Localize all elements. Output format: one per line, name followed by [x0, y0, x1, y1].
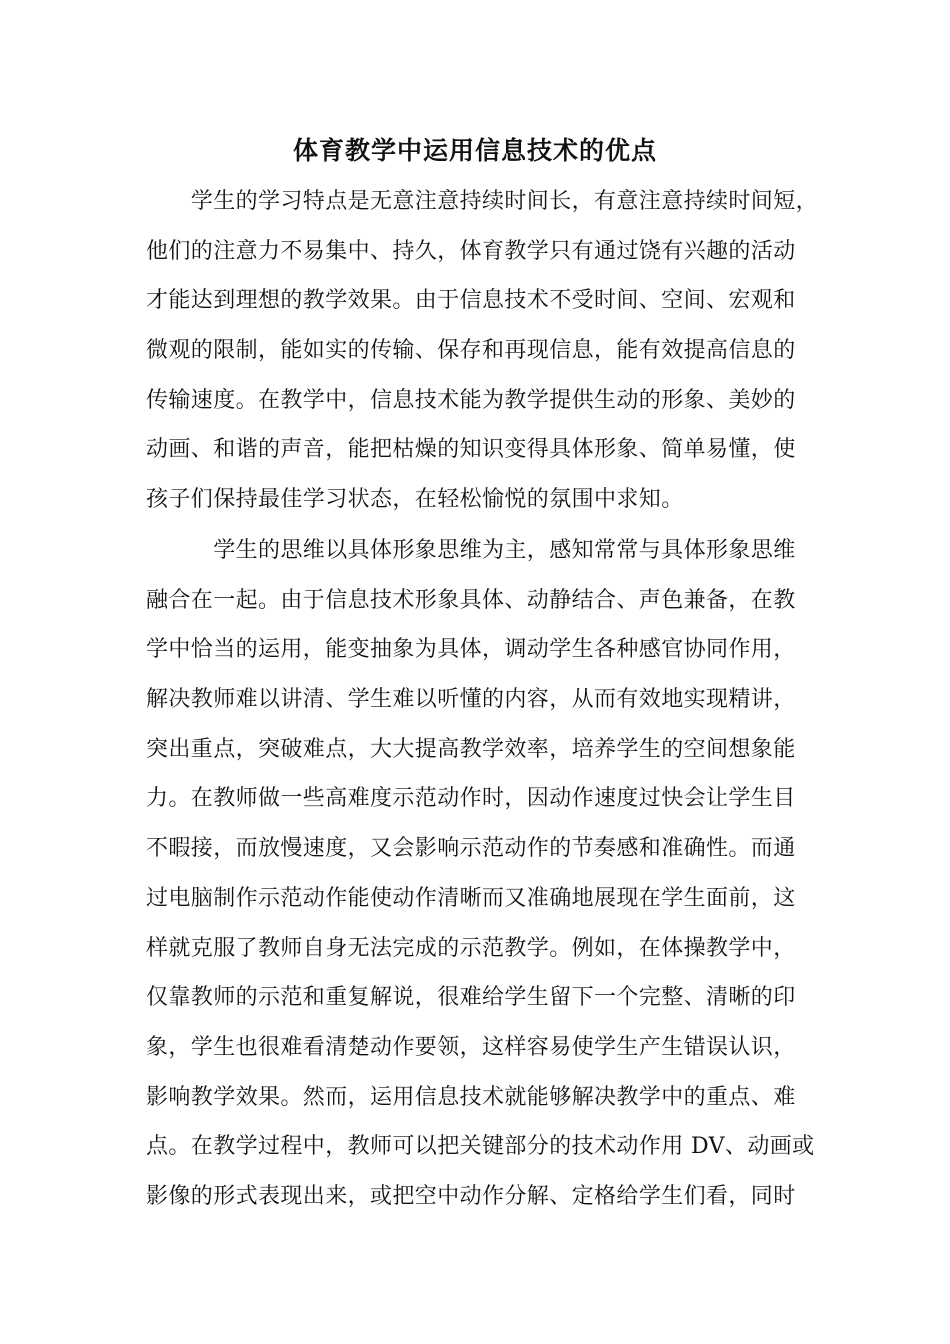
paragraph-2 — [146, 526, 816, 1222]
text-line: 过电脑制作示范动作能使动作清晰而又准确地展现在学生面前，这 — [146, 885, 796, 911]
text-line: 他们的注意力不易集中、持久，体育教学只有通过饶有兴趣的活动 — [146, 238, 796, 264]
text-line: 微观的限制，能如实的传输、保存和再现信息，能有效提高信息的 — [146, 338, 796, 364]
text-line: 动画、和谐的声音，能把枯燥的知识变得具体形象、简单易懂，使 — [146, 437, 796, 463]
text-line: 力。在教师做一些高难度示范动作时，因动作速度过快会让学生目 — [146, 786, 796, 812]
text-line: 点。在教学过程中，教师可以把关键部分的技术动作用 DV、动画或 — [146, 1134, 815, 1160]
text-line: 影响教学效果。然而，运用信息技术就能够解决教学中的重点、难 — [146, 1084, 796, 1110]
text-line: 学生的思维以具体形象思维为主，感知常常与具体形象思维 — [146, 538, 796, 563]
text-line: 孩子们保持最佳学习状态，在轻松愉悦的氛围中求知。 — [146, 487, 684, 513]
text-line: 象，学生也很难看清楚动作要领，这样容易使学生产生错误认识， — [146, 1034, 796, 1060]
text-line: 不暇接，而放慢速度，又会影响示范动作的节奏感和准确性。而通 — [146, 836, 796, 862]
text-line: 融合在一起。由于信息技术形象具体、动静结合、声色兼备，在教 — [146, 587, 796, 613]
paragraph-1 — [146, 177, 819, 525]
text-line: 样就克服了教师自身无法完成的示范教学。例如，在体操教学中， — [146, 935, 796, 961]
text-line: 解决教师难以讲清、学生难以听懂的内容，从而有效地实现精讲， — [146, 687, 796, 713]
document-title: 体育教学中运用信息技术的优点 — [292, 136, 657, 165]
text-line: 突出重点，突破难点，大大提高教学效率，培养学生的空间想象能 — [146, 736, 796, 762]
text-line: 仅靠教师的示范和重复解说，很难给学生留下一个完整、清晰的印 — [146, 985, 796, 1011]
text-line: 传输速度。在教学中，信息技术能为教学提供生动的形象、美妙的 — [146, 387, 796, 413]
text-line: 学生的学习特点是无意注意持续时间长，有意注意持续时间短， — [146, 189, 819, 214]
text-line: 影像的形式表现出来，或把空中动作分解、定格给学生们看，同时 — [146, 1183, 796, 1209]
text-line: 才能达到理想的教学效果。由于信息技术不受时间、空间、宏观和 — [146, 288, 796, 314]
text-line: 学中恰当的运用，能变抽象为具体，调动学生各种感官协同作用， — [146, 637, 796, 663]
